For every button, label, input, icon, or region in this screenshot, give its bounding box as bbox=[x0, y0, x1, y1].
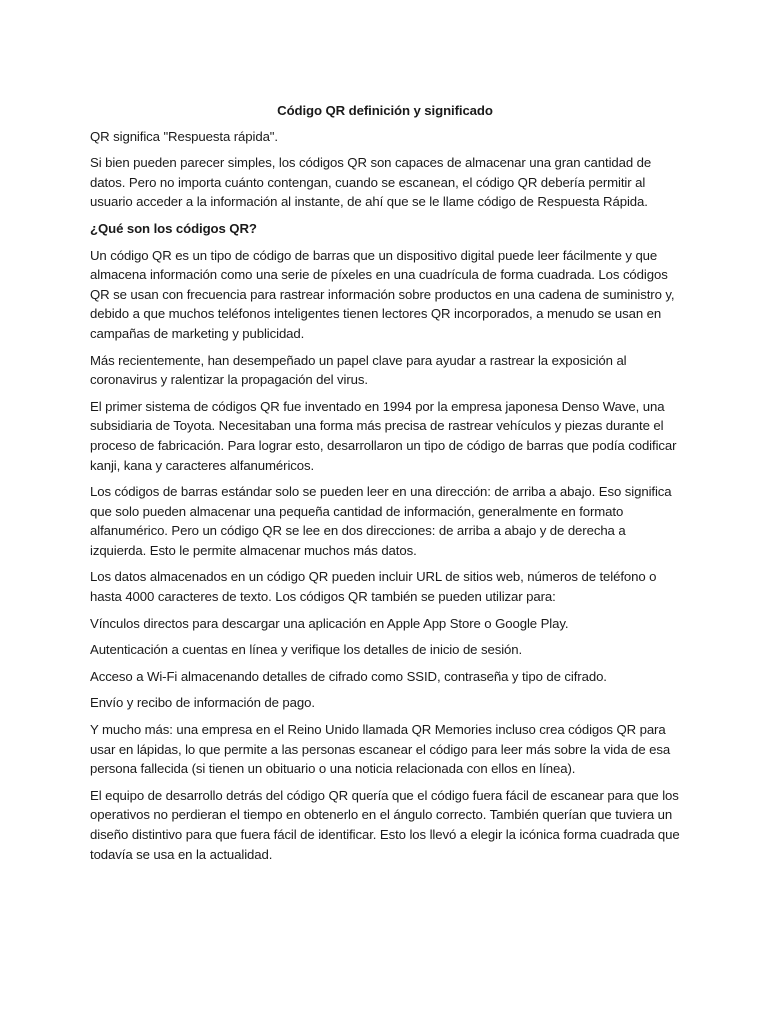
paragraph-coronavirus: Más recientemente, han desempeñado un papel clave para ayudar a rastrear la exposición al coronavirus y ralentizar la propagación del virus. bbox=[90, 352, 627, 388]
paragraph-use-authentication: Autenticación a cuentas en línea y verifique los detalles de inicio de sesión. bbox=[90, 642, 523, 658]
paragraph-definition: Un código QR es un tipo de código de barras que un dispositivo digital puede leer fácilmente y que almacena información como una serie de píxeles en una cuadrícula de forma cuadrada. Los códigos QR se usan con frecuencia para rastrear información sobre productos en una cadena de suministro y, debido a que muchos teléfonos inteligentes tienen lectores QR incorporados, a menudo se usan en campañas de marketing y publicidad. bbox=[90, 247, 675, 341]
section-heading-what-are-qr: ¿Qué son los códigos QR? bbox=[90, 220, 257, 236]
paragraph-use-wifi: Acceso a Wi-Fi almacenando detalles de cifrado como SSID, contraseña y tipo de cifrado. bbox=[90, 668, 607, 684]
paragraph-data-stored: Los datos almacenados en un código QR pueden incluir URL de sitios web, números de teléfono o hasta 4000 caracteres de texto. Los códigos QR también se pueden utilizar para: bbox=[90, 569, 657, 605]
paragraph-qr-memories: Y mucho más: una empresa en el Reino Unido llamada QR Memories incluso crea códigos QR para usar en lápidas, lo que permite a las personas escanear el código para leer más sobre la vida de esa persona fallecida (si tienen un obituario o una noticia relacionada con ellos en línea). bbox=[90, 722, 671, 777]
paragraph-intro: Si bien pueden parecer simples, los códigos QR son capaces de almacenar una gran cantidad de datos. Pero no importa cuánto contengan, cuando se escanean, el código QR debería permitir al usuario acceder a la información al instante, de ahí que se le llame código de Respuesta Rápida. bbox=[90, 155, 652, 210]
paragraph-qr-meaning: QR significa "Respuesta rápida". bbox=[90, 128, 278, 144]
paragraph-design: El equipo de desarrollo detrás del código QR quería que el código fuera fácil de escanear para que los operativos no perdieran el tiempo en obtenerlo en el ángulo correcto. También querían que tuviera un diseño distintivo para que fuera fácil de identificar. Esto los llevó a elegir la icónica forma cuadrada que todavía se usa en la actualidad. bbox=[90, 787, 680, 862]
document-title: Código QR definición y significado bbox=[277, 103, 493, 118]
document-body bbox=[90, 101, 680, 871]
paragraph-directions: Los códigos de barras estándar solo se pueden leer en una dirección: de arriba a abajo. Eso significa que solo pueden almacenar una pequeña cantidad de información, generalmente en formato alfanumérico. Pero un código QR se lee en dos direcciones: de arriba a abajo y de derecha a izquierda. Esto le permite almacenar muchos más datos. bbox=[90, 484, 672, 558]
paragraph-use-payment: Envío y recibo de información de pago. bbox=[90, 695, 315, 711]
paragraph-history: El primer sistema de códigos QR fue inventado en 1994 por la empresa japonesa Denso Wave, una subsidiaria de Toyota. Necesitaban una forma más precisa de rastrear vehículos y piezas durante el proceso de fabricación. Para lograr esto, desarrollaron un tipo de código de barras que podía codificar kanji, kana y caracteres alfanuméricos. bbox=[90, 398, 677, 473]
paragraph-use-app-links: Vínculos directos para descargar una aplicación en Apple App Store o Google Play. bbox=[90, 615, 569, 631]
